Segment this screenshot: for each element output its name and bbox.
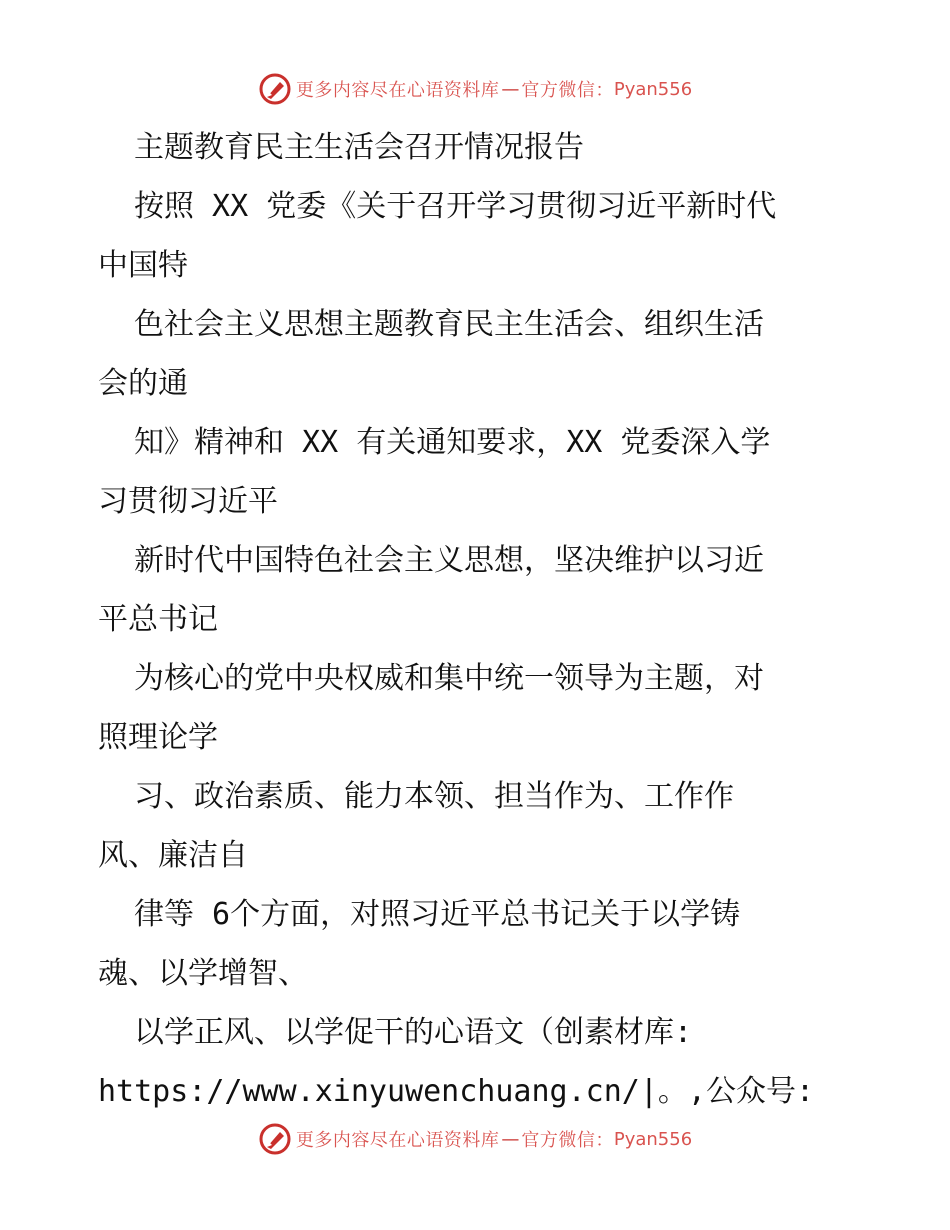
paragraph-line: 新时代中国特色社会主义思想，坚决维护以习近	[134, 543, 764, 578]
watermark-handle: Pyan556	[613, 78, 693, 100]
paragraph-line: 知》精神和 XX 有关通知要求，XX 党委深入学	[134, 425, 771, 460]
paragraph-line: 习、政治素质、能力本领、担当作为、工作作	[134, 779, 734, 814]
pen-nib-circle-icon	[258, 1122, 292, 1156]
paragraph-line: 以学正风、以学促干的心语文（创素材库:	[134, 1015, 693, 1050]
watermark-handle: Pyan556	[613, 1128, 693, 1150]
document-title: 主题教育民主生活会召开情况报告	[134, 130, 584, 165]
watermark-separator: —	[501, 78, 520, 100]
paragraph-line: 为核心的党中央权威和集中统一领导为主题，对	[134, 661, 764, 696]
paragraph-line: 照理论学	[98, 720, 218, 755]
watermark-separator: —	[501, 1128, 520, 1150]
pen-nib-circle-icon	[258, 72, 292, 106]
paragraph-line: 会的通	[98, 366, 188, 401]
watermark-label: 官方微信：	[521, 80, 614, 101]
document-body	[98, 118, 878, 1121]
watermark-label: 官方微信：	[521, 1130, 614, 1151]
paragraph-line: 平总书记	[98, 602, 218, 637]
paragraph-line: 风、廉洁自	[98, 838, 248, 873]
paragraph-line: 按照 XX 党委《关于召开学习贯彻习近平新时代	[134, 189, 777, 224]
paragraph-line: 魂、以学增智、	[98, 956, 308, 991]
watermark-footer	[0, 1122, 950, 1156]
watermark-main-text: 更多内容尽在心语资料库	[295, 80, 500, 101]
paragraph-line: 律等 6个方面，对照习近平总书记关于以学铸	[134, 897, 741, 932]
url-line: https://www.xinyuwenchuang.cn/|。,公众号:	[98, 1074, 815, 1109]
watermark-header	[0, 72, 950, 106]
watermark-main-text: 更多内容尽在心语资料库	[295, 1130, 500, 1151]
paragraph-line: 中国特	[98, 248, 188, 283]
paragraph-line: 色社会主义思想主题教育民主生活会、组织生活	[134, 307, 764, 342]
paragraph-line: 习贯彻习近平	[98, 484, 278, 519]
